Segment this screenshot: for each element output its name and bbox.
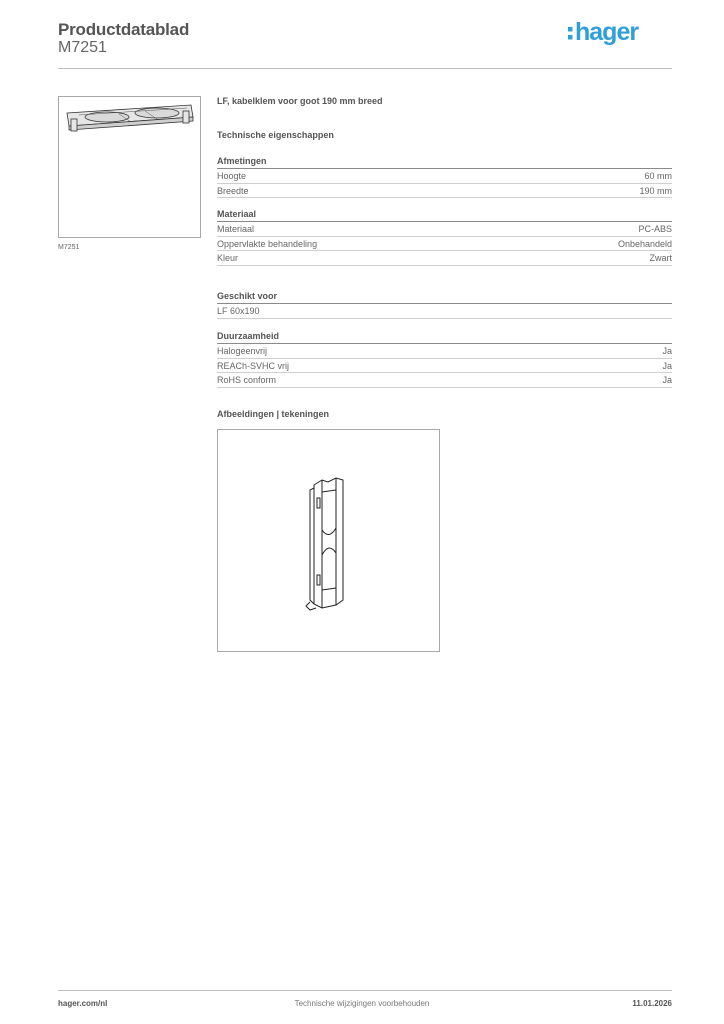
product-name: LF, kabelklem voor goot 190 mm breed [217, 96, 383, 106]
images-heading: Afbeeldingen | tekeningen [217, 409, 330, 419]
row-value: Onbehandeld [617, 238, 672, 249]
table-row [217, 222, 672, 237]
row-label: Kleur [217, 253, 239, 263]
table-row [217, 237, 672, 252]
section-duurzaamheid [217, 330, 672, 388]
row-value: Ja [662, 346, 672, 356]
row-label: Breedte [217, 185, 249, 196]
section-geschikt-voor [217, 290, 672, 319]
section-title: Duurzaamheid [217, 330, 672, 344]
section-afmetingen [217, 155, 672, 198]
hager-logo [567, 17, 657, 52]
row-label: Materiaal [217, 224, 255, 234]
row-label: Hoogte [217, 171, 247, 181]
table-row [217, 184, 672, 199]
table-row [217, 344, 672, 359]
table-row [217, 169, 672, 184]
table-row [217, 359, 672, 374]
row-value: 60 mm [644, 171, 672, 181]
row-label: RoHS conform [217, 375, 277, 385]
row-value: PC-ABS [638, 224, 672, 234]
row-value: Zwart [649, 253, 672, 263]
header-divider [58, 68, 672, 69]
tech-properties-heading: Technische eigenschappen [217, 130, 334, 140]
product-thumbnail [58, 96, 201, 238]
section-title: Afmetingen [217, 155, 672, 169]
table-row [217, 373, 672, 388]
section-title: Materiaal [217, 208, 672, 222]
footer-date: 11.01.2026 [632, 999, 672, 1008]
section-title: Geschikt voor [217, 290, 672, 304]
product-code: M7251 [58, 39, 107, 56]
row-label: Oppervlakte behandeling [217, 238, 318, 249]
table-row [217, 251, 672, 266]
row-label: Halogeenvrij [217, 346, 268, 356]
footer-disclaimer: Technische wijzigingen voorbehouden [294, 999, 430, 1008]
footer-divider [58, 990, 672, 991]
footer-website: hager.com/nl [58, 999, 108, 1008]
technical-drawing [217, 429, 440, 652]
row-label: REACh-SVHC vrij [217, 360, 290, 371]
thumbnail-caption: M7251 [58, 244, 80, 251]
row-value: 190 mm [639, 185, 672, 196]
row-value: Ja [662, 375, 672, 385]
row-label: LF 60x190 [217, 306, 260, 316]
section-materiaal [217, 208, 672, 266]
row-value: Ja [662, 360, 672, 371]
page-title: Productdatablad [58, 20, 190, 39]
logo-text: hager [575, 18, 639, 46]
table-row [217, 304, 672, 319]
